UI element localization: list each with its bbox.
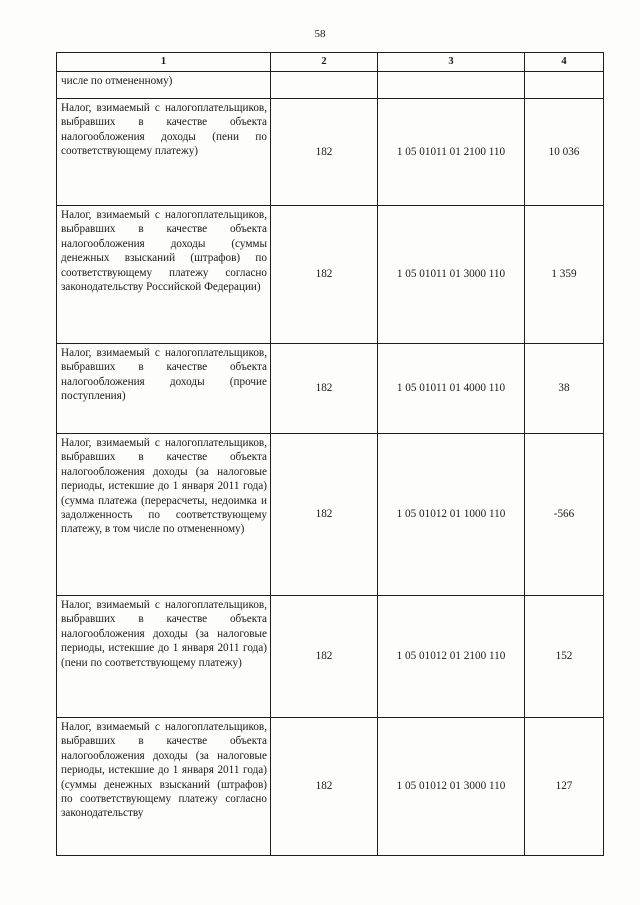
row-description: числе по отмененному) bbox=[57, 72, 271, 99]
table-row bbox=[57, 99, 604, 206]
row-amount: 1 359 bbox=[525, 206, 604, 344]
table-row bbox=[57, 718, 604, 856]
table-row bbox=[57, 72, 604, 99]
row-budget-code: 1 05 01012 01 1000 110 bbox=[378, 434, 525, 596]
page-number: 58 bbox=[314, 28, 326, 40]
row-admin-code: 182 bbox=[271, 99, 378, 206]
row-budget-code: 1 05 01011 01 2100 110 bbox=[378, 99, 525, 206]
row-admin-code bbox=[271, 72, 378, 99]
row-description: Налог, взимаемый с налогоплательщиков, выбравших в качестве объекта налогообложения доходы (за налоговые периоды, истекшие до 1 января 2011 года) (суммы денежных взысканий (штрафов) по соответствующему платежу согласно законодательству bbox=[57, 718, 271, 856]
table-row bbox=[57, 434, 604, 596]
column-header-1: 1 bbox=[57, 53, 271, 72]
row-budget-code bbox=[378, 72, 525, 99]
revenue-table bbox=[56, 52, 604, 856]
table-row bbox=[57, 596, 604, 718]
table-row bbox=[57, 206, 604, 344]
row-budget-code: 1 05 01011 01 4000 110 bbox=[378, 344, 525, 434]
column-header-2: 2 bbox=[271, 53, 378, 72]
row-budget-code: 1 05 01012 01 3000 110 bbox=[378, 718, 525, 856]
row-description: Налог, взимаемый с налогоплательщиков, выбравших в качестве объекта налогообложения доходы (прочие поступления) bbox=[57, 344, 271, 434]
row-admin-code: 182 bbox=[271, 596, 378, 718]
row-budget-code: 1 05 01012 01 2100 110 bbox=[378, 596, 525, 718]
row-amount: -566 bbox=[525, 434, 604, 596]
row-admin-code: 182 bbox=[271, 344, 378, 434]
row-admin-code: 182 bbox=[271, 434, 378, 596]
row-budget-code: 1 05 01011 01 3000 110 bbox=[378, 206, 525, 344]
row-description: Налог, взимаемый с налогоплательщиков, выбравших в качестве объекта налогообложения доходы (за налоговые периоды, истекшие до 1 января 2011 года) (сумма платежа (перерасчеты, недоимка и задолженность по соответствующему платежу, в том числе по отмененному) bbox=[57, 434, 271, 596]
row-admin-code: 182 bbox=[271, 718, 378, 856]
row-amount: 10 036 bbox=[525, 99, 604, 206]
row-description: Налог, взимаемый с налогоплательщиков, выбравших в качестве объекта налогообложения доходы (за налоговые периоды, истекшие до 1 января 2011 года) (пени по соответствующему платежу) bbox=[57, 596, 271, 718]
row-amount: 38 bbox=[525, 344, 604, 434]
row-admin-code: 182 bbox=[271, 206, 378, 344]
column-header-4: 4 bbox=[525, 53, 604, 72]
row-amount bbox=[525, 72, 604, 99]
table-header-row bbox=[57, 53, 604, 72]
row-amount: 152 bbox=[525, 596, 604, 718]
table-row bbox=[57, 344, 604, 434]
column-header-3: 3 bbox=[378, 53, 525, 72]
row-description: Налог, взимаемый с налогоплательщиков, выбравших в качестве объекта налогообложения доходы (пени по соответствующему платежу) bbox=[57, 99, 271, 206]
row-description: Налог, взимаемый с налогоплательщиков, выбравших в качестве объекта налогообложения доходы (суммы денежных взысканий (штрафов) по соответствующему платежу согласно законодательству Российской Федерации) bbox=[57, 206, 271, 344]
row-amount: 127 bbox=[525, 718, 604, 856]
